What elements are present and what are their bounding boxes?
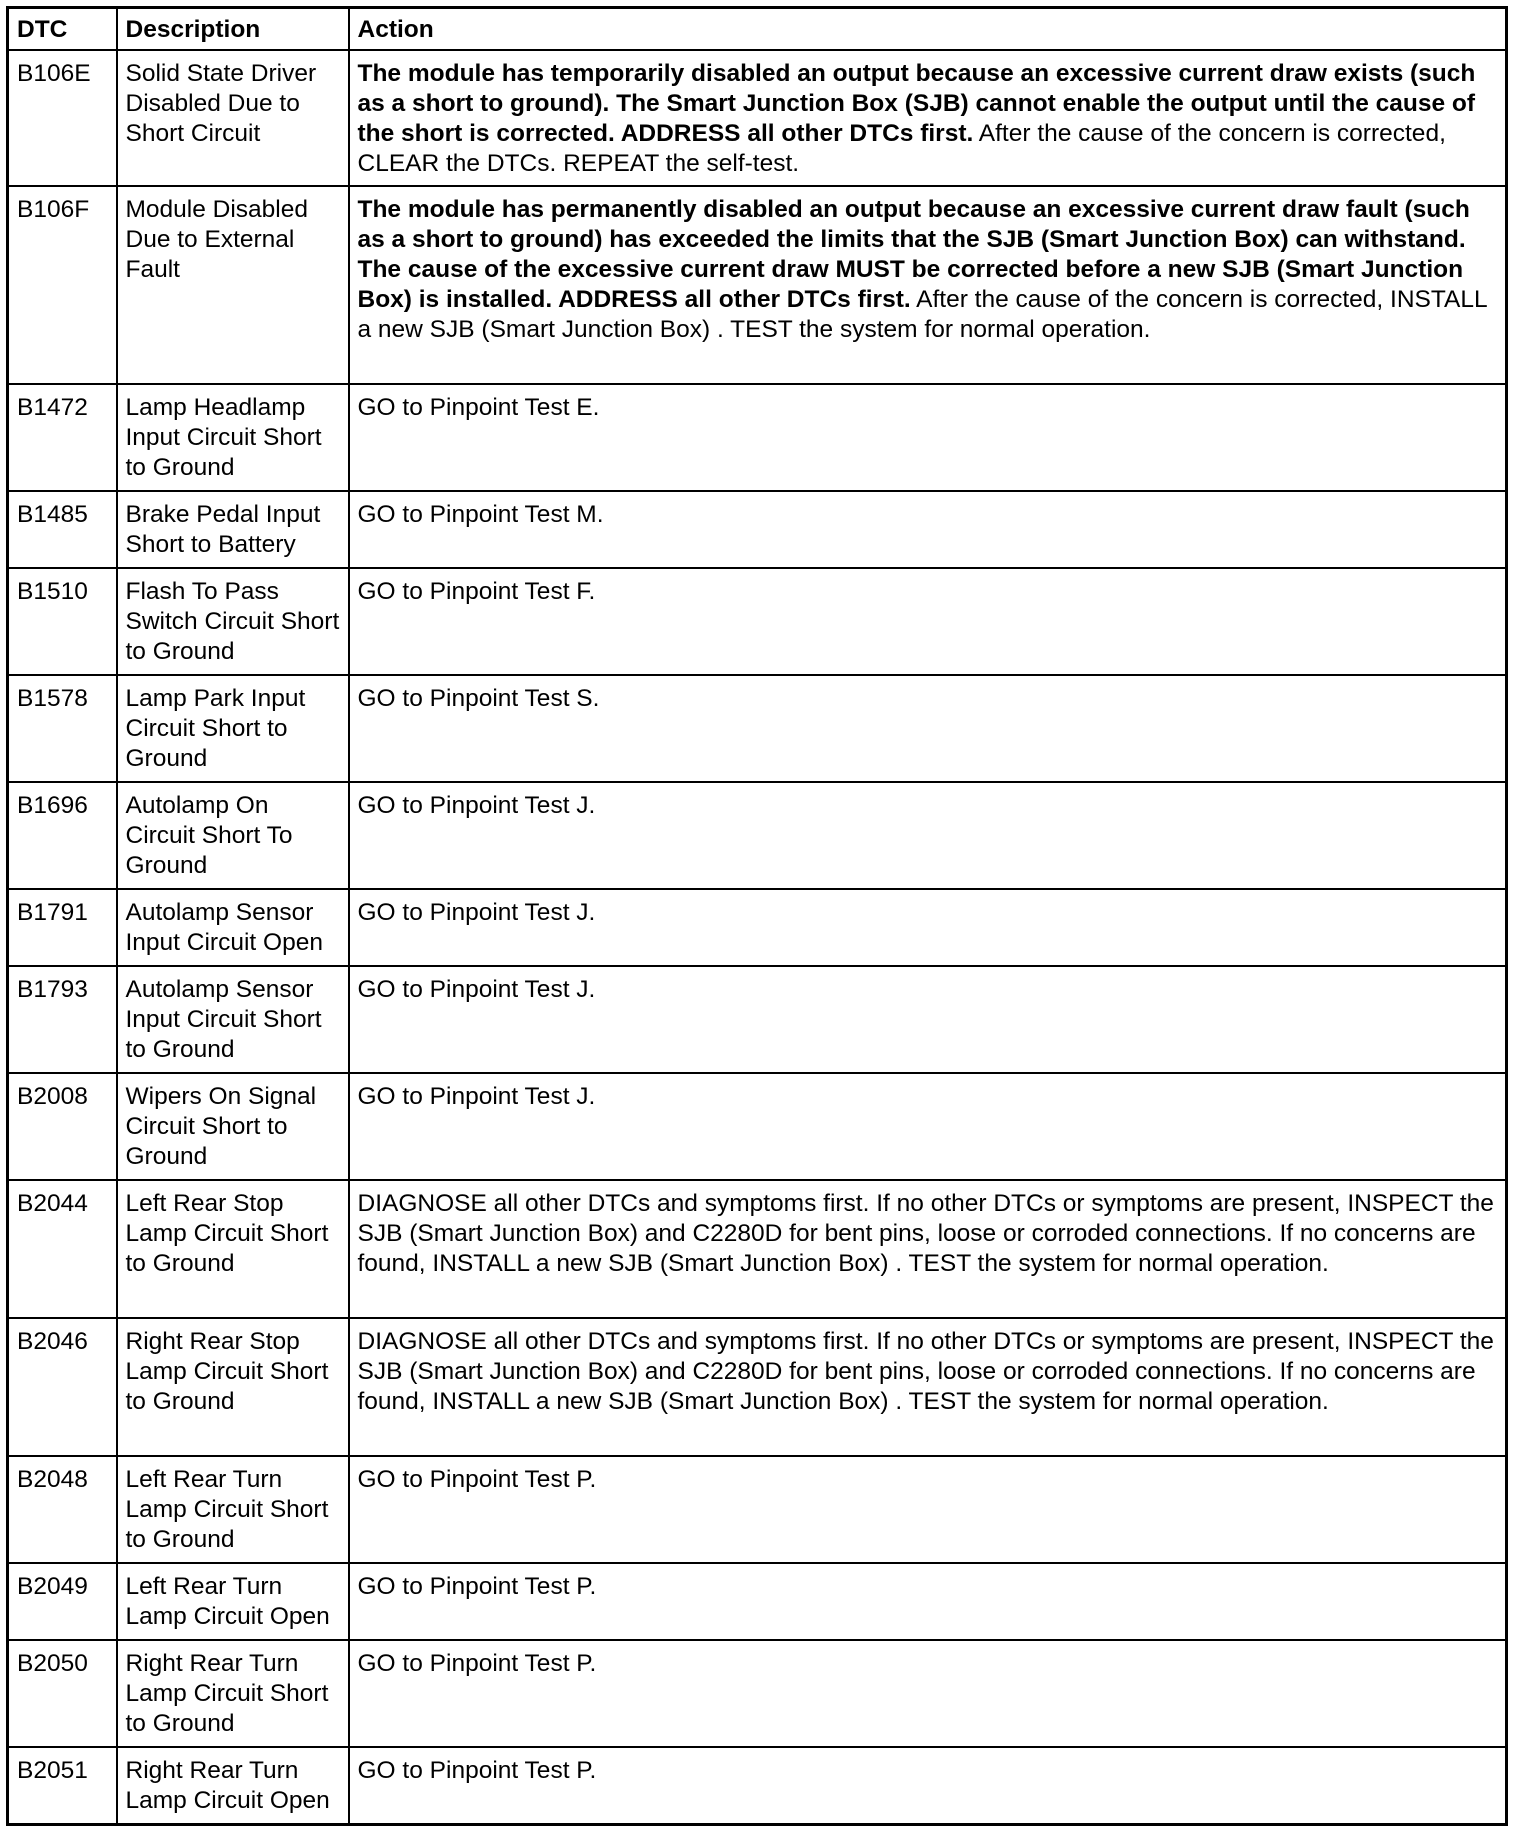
header-action: Action — [349, 8, 1507, 51]
action-text: GO to Pinpoint Test F. — [357, 578, 596, 605]
dtc-action — [349, 1180, 1507, 1318]
dtc-description: Right Rear Turn Lamp Circuit Short to Ground — [117, 1640, 349, 1747]
action-text: After the cause of the concern is corrected, INSTALL a new SJB (Smart Junction Box) . TEST the system for normal operation. — [357, 286, 1487, 343]
table-row — [8, 782, 1507, 889]
action-text: GO to Pinpoint Test P. — [357, 1573, 597, 1600]
dtc-action — [349, 1747, 1507, 1824]
action-text: GO to Pinpoint Test P. — [357, 1757, 597, 1784]
dtc-description: Wipers On Signal Circuit Short to Ground — [117, 1073, 349, 1180]
dtc-description: Solid State Driver Disabled Due to Short Circuit — [117, 50, 349, 186]
dtc-code: B1793 — [8, 966, 117, 1073]
action-text: DIAGNOSE all other DTCs and symptoms first. If no other DTCs or symptoms are present, INSPECT the SJB (Smart Junction Box) and C2280D for bent pins, loose or corroded connections. If no concerns are found, INSTALL a new SJB (Smart Junction Box) . TEST the system for normal operation. — [357, 1190, 1494, 1277]
table-row — [8, 1563, 1507, 1640]
dtc-description: Left Rear Stop Lamp Circuit Short to Ground — [117, 1180, 349, 1318]
dtc-code: B1791 — [8, 889, 117, 966]
dtc-action — [349, 1073, 1507, 1180]
dtc-description: Autolamp Sensor Input Circuit Open — [117, 889, 349, 966]
dtc-code: B106F — [8, 186, 117, 384]
dtc-code: B2049 — [8, 1563, 117, 1640]
dtc-code: B2051 — [8, 1747, 117, 1824]
dtc-action — [349, 1456, 1507, 1563]
dtc-code: B2044 — [8, 1180, 117, 1318]
table-row — [8, 1073, 1507, 1180]
table-row — [8, 675, 1507, 782]
table-header-row — [8, 8, 1507, 51]
dtc-action — [349, 966, 1507, 1073]
dtc-description: Lamp Park Input Circuit Short to Ground — [117, 675, 349, 782]
dtc-code: B2008 — [8, 1073, 117, 1180]
dtc-description: Right Rear Turn Lamp Circuit Open — [117, 1747, 349, 1824]
dtc-code: B1485 — [8, 491, 117, 568]
dtc-action — [349, 50, 1507, 186]
table-row — [8, 491, 1507, 568]
table-row — [8, 1456, 1507, 1563]
table-row — [8, 1640, 1507, 1747]
dtc-description: Right Rear Stop Lamp Circuit Short to Ground — [117, 1318, 349, 1456]
action-text: GO to Pinpoint Test J. — [357, 899, 596, 926]
action-text: GO to Pinpoint Test J. — [357, 1083, 596, 1110]
dtc-table — [6, 6, 1508, 1826]
dtc-action — [349, 889, 1507, 966]
dtc-action — [349, 1318, 1507, 1456]
dtc-action — [349, 491, 1507, 568]
dtc-code: B1578 — [8, 675, 117, 782]
dtc-description: Brake Pedal Input Short to Battery — [117, 491, 349, 568]
table-row — [8, 889, 1507, 966]
action-text: GO to Pinpoint Test P. — [357, 1650, 597, 1677]
dtc-code: B106E — [8, 50, 117, 186]
table-row — [8, 384, 1507, 491]
table-row — [8, 50, 1507, 186]
action-text: GO to Pinpoint Test M. — [357, 501, 604, 528]
dtc-description: Left Rear Turn Lamp Circuit Open — [117, 1563, 349, 1640]
table-row — [8, 1180, 1507, 1318]
table-row — [8, 186, 1507, 384]
table-row — [8, 1318, 1507, 1456]
dtc-action — [349, 384, 1507, 491]
dtc-description: Left Rear Turn Lamp Circuit Short to Ground — [117, 1456, 349, 1563]
action-text: GO to Pinpoint Test E. — [357, 394, 600, 421]
dtc-code: B2048 — [8, 1456, 117, 1563]
dtc-action — [349, 1640, 1507, 1747]
action-emphasis: The module has permanently disabled an output because an excessive current draw fault (such as a short to ground) has exceeded the limits that the SJB (Smart Junction Box) can withstand. The cause of the excessive current draw MUST be corrected before a new SJB (Smart Junction Box) is installed. ADDRESS all other DTCs first. — [357, 196, 1470, 313]
dtc-description: Autolamp Sensor Input Circuit Short to Ground — [117, 966, 349, 1073]
dtc-code: B1472 — [8, 384, 117, 491]
dtc-description: Module Disabled Due to External Fault — [117, 186, 349, 384]
action-text: After the cause of the concern is corrected, CLEAR the DTCs. REPEAT the self-test. — [357, 120, 1446, 177]
header-dtc: DTC — [8, 8, 117, 51]
table-body — [8, 50, 1507, 1824]
action-emphasis: The module has temporarily disabled an output because an excessive current draw exists (such as a short to ground). The Smart Junction Box (SJB) cannot enable the output until the cause of the short is corrected. ADDRESS all other DTCs first. — [357, 60, 1476, 147]
table-row — [8, 966, 1507, 1073]
table-row — [8, 1747, 1507, 1824]
action-text: GO to Pinpoint Test J. — [357, 792, 596, 819]
action-text: GO to Pinpoint Test P. — [357, 1466, 597, 1493]
dtc-action — [349, 186, 1507, 384]
dtc-description: Flash To Pass Switch Circuit Short to Ground — [117, 568, 349, 675]
dtc-description: Autolamp On Circuit Short To Ground — [117, 782, 349, 889]
dtc-action — [349, 675, 1507, 782]
header-description: Description — [117, 8, 349, 51]
dtc-code: B2050 — [8, 1640, 117, 1747]
dtc-code: B1696 — [8, 782, 117, 889]
table-row — [8, 568, 1507, 675]
dtc-code: B2046 — [8, 1318, 117, 1456]
dtc-description: Lamp Headlamp Input Circuit Short to Ground — [117, 384, 349, 491]
dtc-action — [349, 1563, 1507, 1640]
dtc-action — [349, 568, 1507, 675]
dtc-code: B1510 — [8, 568, 117, 675]
action-text: GO to Pinpoint Test S. — [357, 685, 600, 712]
action-text: DIAGNOSE all other DTCs and symptoms first. If no other DTCs or symptoms are present, INSPECT the SJB (Smart Junction Box) and C2280D for bent pins, loose or corroded connections. If no concerns are found, INSTALL a new SJB (Smart Junction Box) . TEST the system for normal operation. — [357, 1328, 1494, 1415]
dtc-action — [349, 782, 1507, 889]
action-text: GO to Pinpoint Test J. — [357, 976, 596, 1003]
